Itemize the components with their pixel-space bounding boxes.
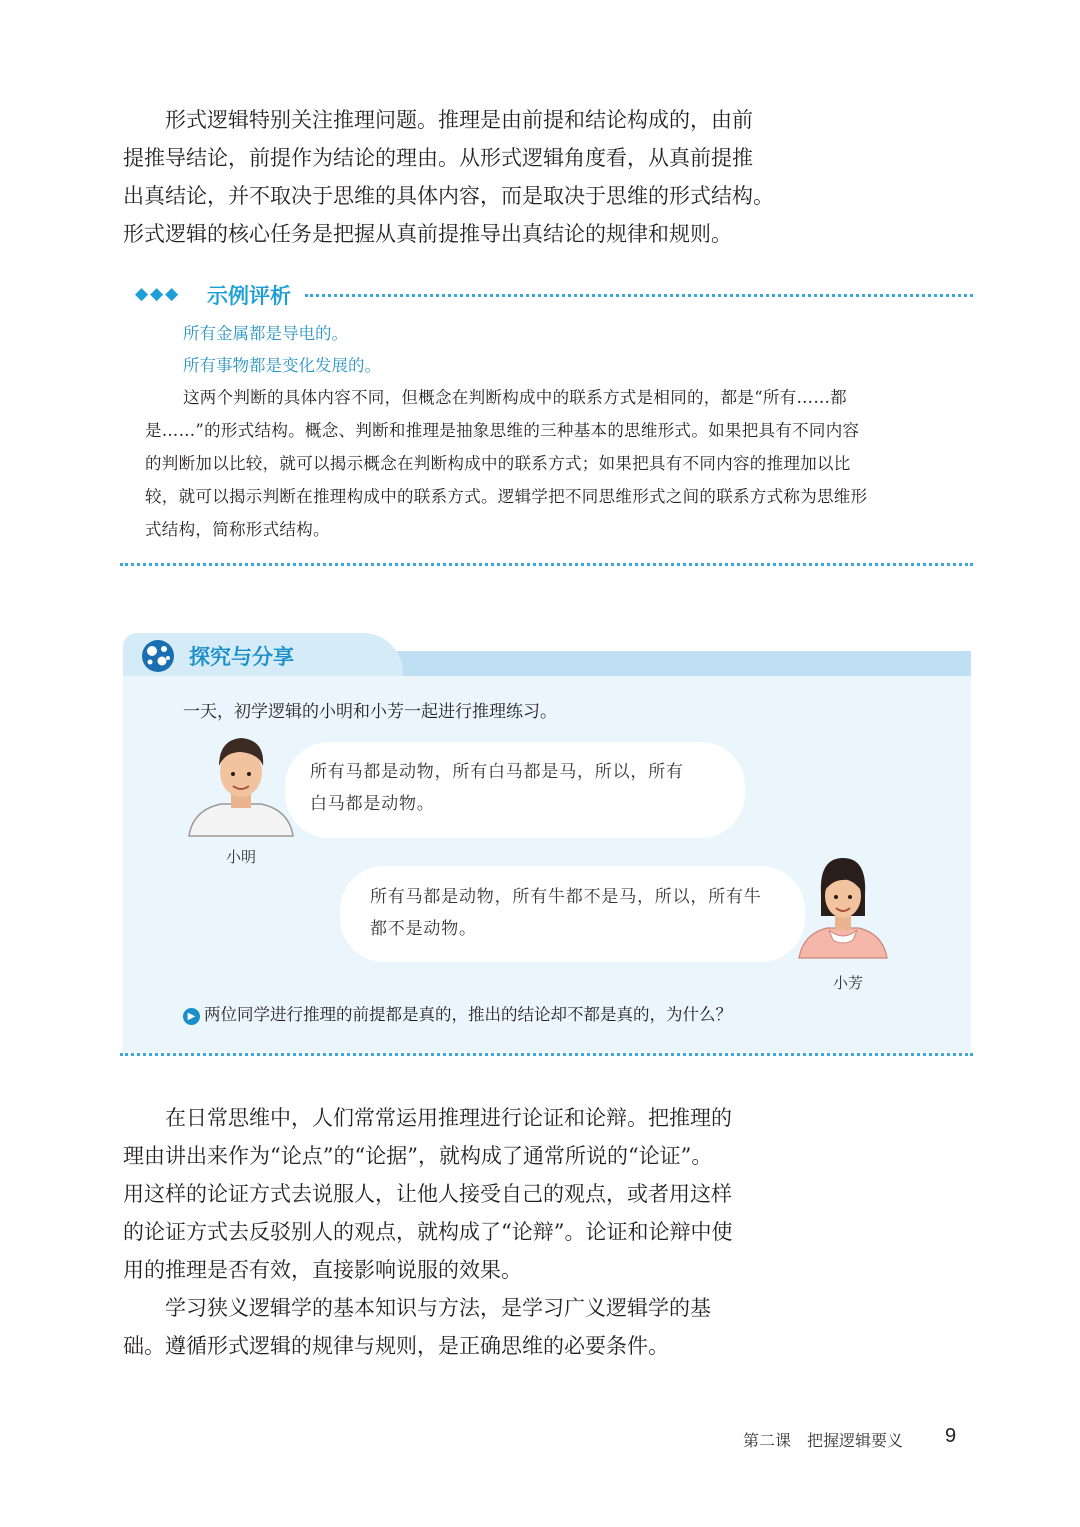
example-header <box>135 280 973 310</box>
text-line: 础。遵循形式逻辑的规律与规则，是正确思维的必要条件。 <box>123 1334 669 1358</box>
text-line: 在日常思维中，人们常常运用推理进行论证和论辩。把推理的 <box>165 1106 732 1130</box>
page-number: 9 <box>945 1425 957 1447</box>
example-body-line: 这两个判断的具体内容不同，但概念在判断构成中的联系方式是相同的，都是“所有……都 <box>183 388 847 407</box>
speech-line: 白马都是动物。 <box>310 794 435 814</box>
dotted-divider <box>305 294 973 297</box>
example-sample: 所有金属都是导电的。 <box>183 324 348 343</box>
dotted-divider <box>120 563 973 566</box>
text-line: 的论证方式去反驳别人的观点，就构成了“论辩”。论证和论辩中使 <box>123 1220 733 1244</box>
inquiry-intro: 一天，初学逻辑的小明和小芳一起进行推理练习。 <box>183 702 557 722</box>
text-line: 学习狭义逻辑学的基本知识与方法，是学习广义逻辑学的基 <box>165 1296 711 1320</box>
text-line: 出真结论，并不取决于思维的具体内容，而是取决于思维的形式结构。 <box>123 184 774 208</box>
text-line: 形式逻辑特别关注推理问题。推理是由前提和结论构成的，由前 <box>165 108 753 132</box>
speech-line: 所有马都是动物，所有牛都不是马，所以，所有牛 <box>370 887 762 907</box>
text-line: 提推导结论，前提作为结论的理由。从形式逻辑角度看，从真前提推 <box>123 146 753 170</box>
speech-line: 所有马都是动物，所有白马都是马，所以，所有 <box>310 762 684 782</box>
text-line: 用这样的论证方式去说服人，让他人接受自己的观点，或者用这样 <box>123 1182 732 1206</box>
example-sample: 所有事物都是变化发展的。 <box>183 356 381 375</box>
example-title: 示例评析 <box>207 284 291 308</box>
dotted-divider <box>120 1053 973 1056</box>
inquiry-title: 探究与分享 <box>189 645 294 669</box>
example-body-line: 是……”的形式结构。概念、判断和推理是抽象思维的三种基本的思维形式。如果把具有不同内容 <box>145 421 860 440</box>
example-body-line: 式结构，简称形式结构。 <box>145 520 330 539</box>
xiaoming-name: 小明 <box>226 848 257 866</box>
inquiry-question <box>183 1001 732 1025</box>
text-line: 形式逻辑的核心任务是把握从真前提推导出真结论的规律和规则。 <box>123 222 732 246</box>
speech-line: 都不是动物。 <box>370 919 477 939</box>
paragraph-conclusion <box>123 1289 711 1365</box>
xiaoming-avatar <box>185 730 297 838</box>
molecule-icon <box>140 638 176 674</box>
question-text: 两位同学进行推理的前提都是真的，推出的结论却不都是真的，为什么？ <box>204 1005 732 1024</box>
footer-lesson-title: 第二课 把握逻辑要义 <box>743 1431 904 1450</box>
intro-paragraph <box>123 101 774 253</box>
text-line: 理由讲出来作为“论点”的“论据”，就构成了通常所说的“论证”。 <box>123 1144 713 1168</box>
example-body-line: 较，就可以揭示判断在推理构成中的联系方式。逻辑学把不同思维形式之间的联系方式称为思维形 <box>145 487 868 506</box>
xiaofang-avatar <box>793 850 893 960</box>
example-body-line: 的判断加以比较，就可以揭示概念在判断构成中的联系方式；如果把具有不同内容的推理加以比 <box>145 454 851 473</box>
xiaofang-name: 小芳 <box>833 974 864 992</box>
diamond-marker-icon: ◆◆◆ <box>135 284 181 304</box>
text-line: 用的推理是否有效，直接影响说服的效果。 <box>123 1258 522 1282</box>
arrow-circle-icon: ▶ <box>183 1008 200 1025</box>
paragraph-argumentation <box>123 1099 732 1289</box>
